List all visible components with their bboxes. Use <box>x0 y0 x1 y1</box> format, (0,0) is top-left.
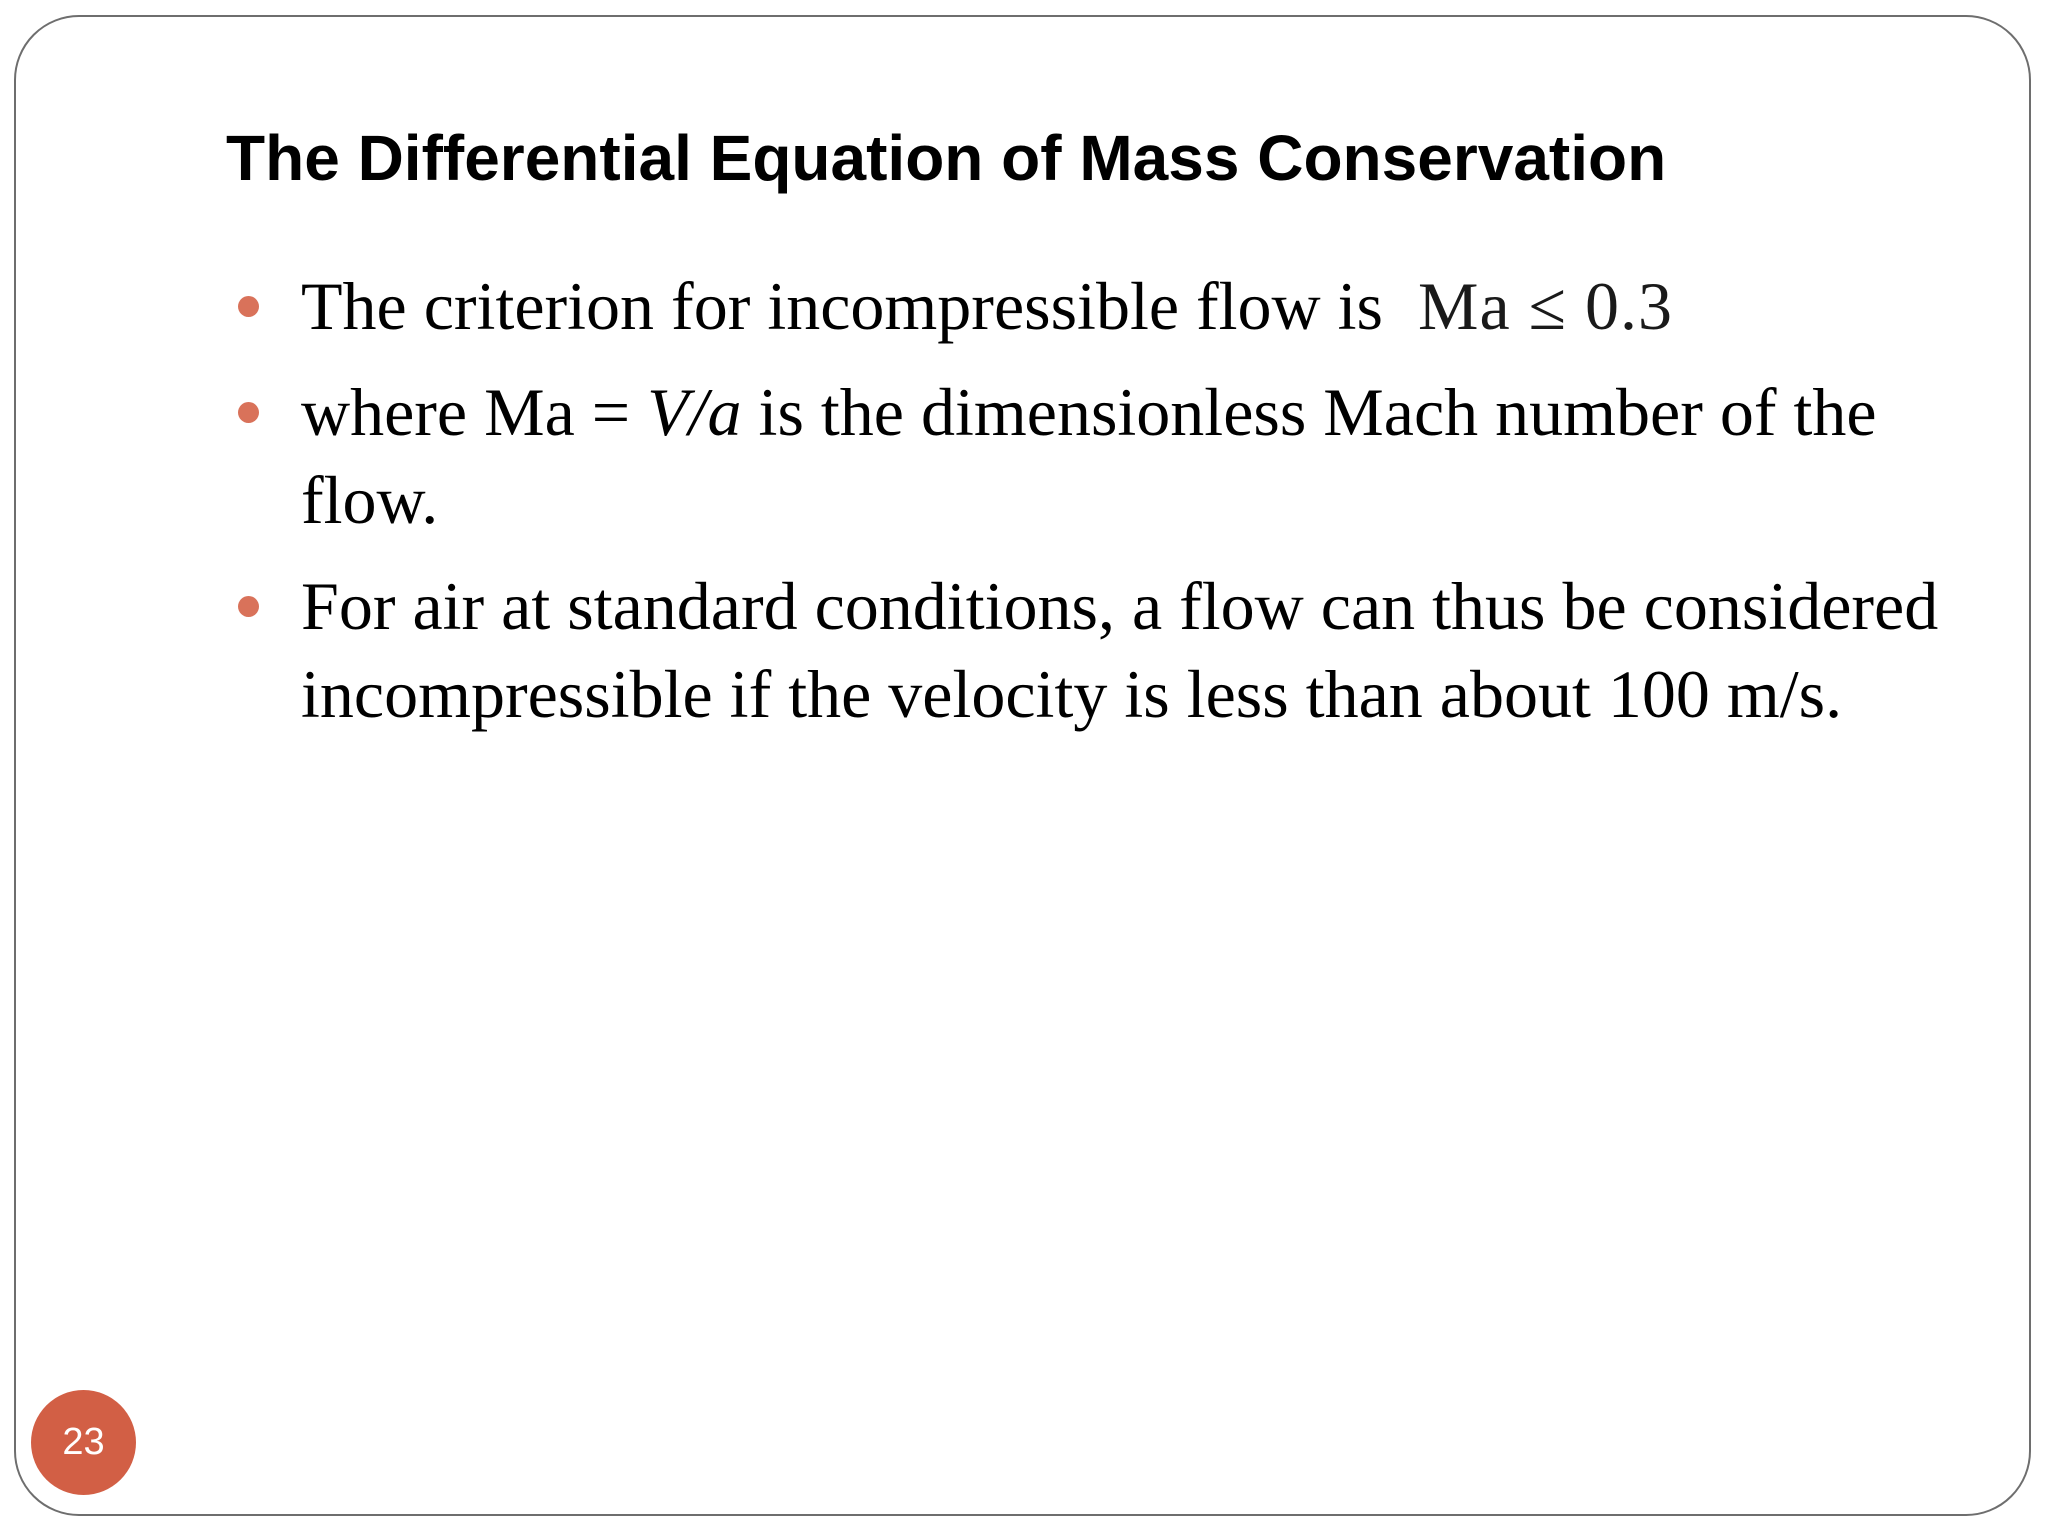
bullet-text: For air at standard conditions, a flow can thus be considered incompressible if the velocity is less than about 100 m/s. <box>301 568 1939 732</box>
bullet-air-standard-conditions <box>226 562 1946 738</box>
page-number-badge: 23 <box>31 1390 136 1495</box>
bullet-dot-icon <box>238 402 259 423</box>
bullet-mach-definition <box>226 368 1946 544</box>
bullet-text-after: is the dimensionless Mach number of the flow. <box>301 374 1877 538</box>
slide <box>14 15 2031 1516</box>
bullet-text: The criterion for incompressible flow is <box>301 268 1384 344</box>
mach-criterion-formula: Ma ≤ 0.3 <box>1418 268 1673 344</box>
bullet-dot-icon <box>238 296 259 317</box>
velocity-ratio: V/a <box>647 374 742 450</box>
bullet-dot-icon <box>238 596 259 617</box>
bullet-incompressible-criterion <box>226 262 1946 350</box>
bullet-list <box>226 262 1946 738</box>
bullet-text-before: where Ma = <box>301 374 648 450</box>
slide-title: The Differential Equation of Mass Conservation <box>226 122 1667 194</box>
